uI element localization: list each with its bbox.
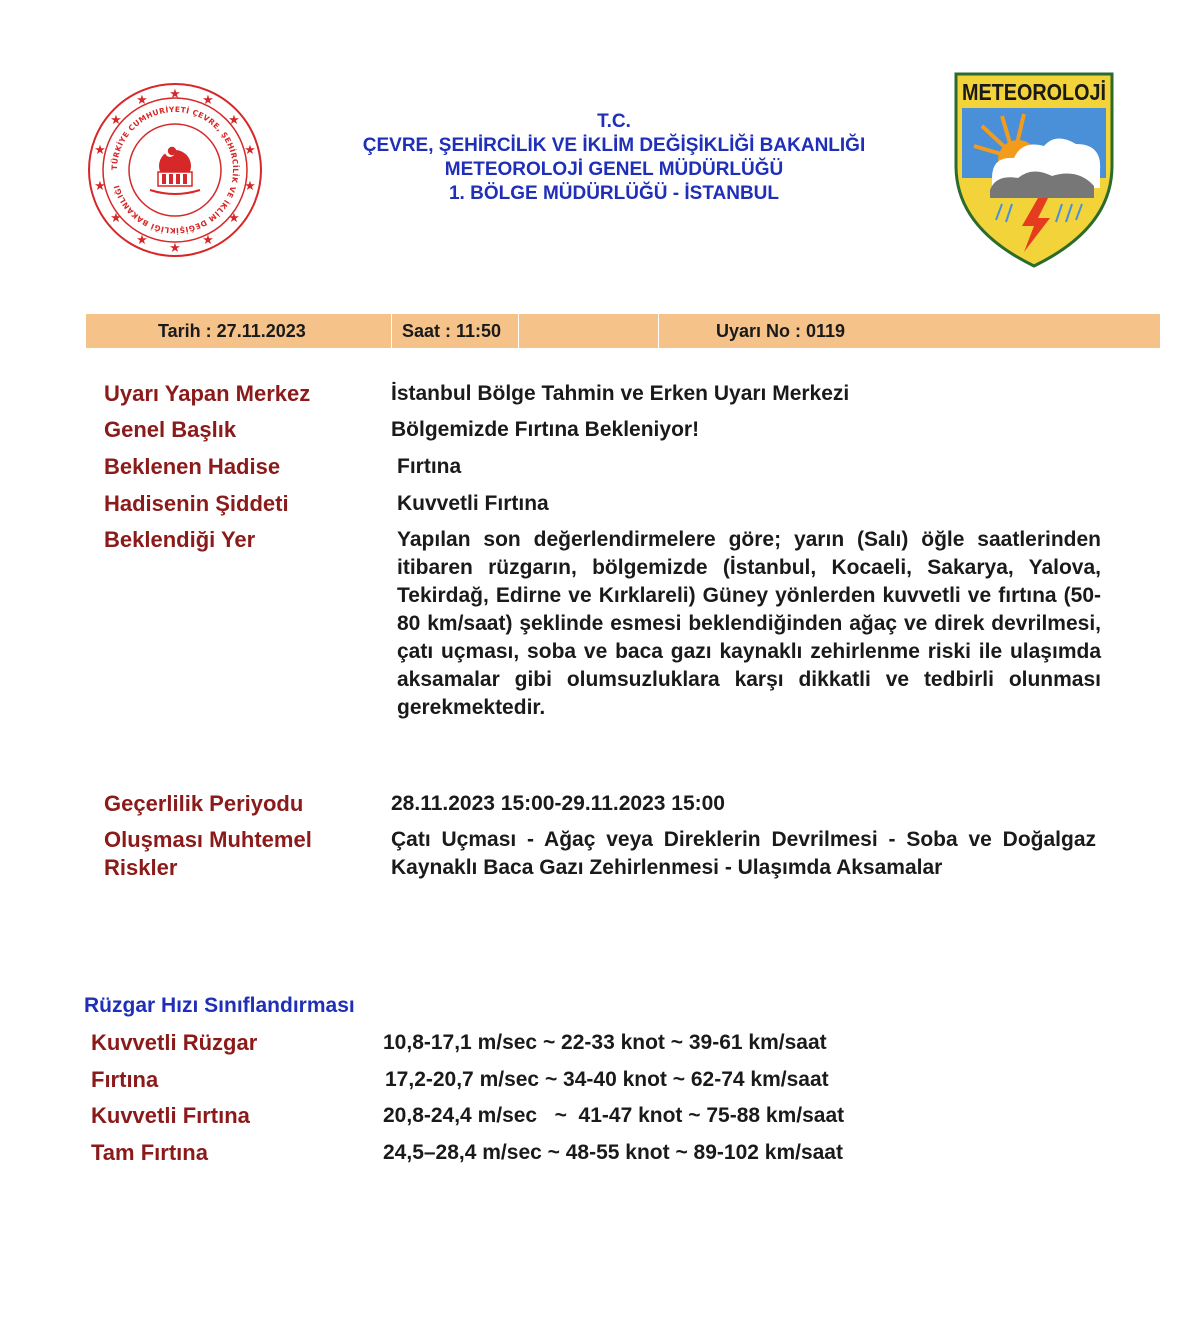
- wind-row-value: 17,2-20,7 m/sec ~ 34-40 knot ~ 62-74 km/saat: [385, 1068, 829, 1091]
- svg-text:★: ★: [228, 113, 240, 128]
- severity-label: Hadisenin Şiddeti: [104, 491, 289, 516]
- meteoroloji-logo: [952, 70, 1116, 270]
- title-value: Bölgemizde Fırtına Bekleniyor!: [391, 418, 700, 441]
- wind-row-value: 20,8-24,4 m/sec ~ 41-47 knot ~ 75-88 km/saat: [383, 1104, 845, 1127]
- wind-row-label: Kuvvetli Rüzgar: [91, 1030, 258, 1055]
- svg-text:★: ★: [244, 143, 256, 158]
- info-bar: [86, 314, 1160, 348]
- severity-value: Kuvvetli Fırtına: [397, 492, 549, 515]
- center-label: Uyarı Yapan Merkez: [104, 381, 311, 406]
- risks-value: Çatı Uçması - Ağaç veya Direklerin Devrilmesi - Soba ve Doğalgaz Kaynaklı Baca Gazı Zehirlenmesi - Ulaşımda Aksamalar: [391, 828, 1096, 879]
- wind-row-label: Kuvvetli Fırtına: [91, 1103, 250, 1128]
- place-value: Yapılan son değerlendirmelere göre; yarın (Salı) öğle saatlerinden itibaren rüzgarın, bölgemizde (İstanbul, Kocaeli, Sakarya, Yalova, Tekirdağ, Edirne ve Kırklareli) Güney yönlerden kuvvetli ve fırtına (50-80 km/saat) şeklinde esmesi beklendiğinden ağaç ve direk devrilmesi, çatı uçması, soba ve baca gazı kaynaklı zehirlenme riski ile ulaşımda aksamalar gibi olumsuzluklara karşı dikkatli ve tedbirli olunması gerekmektedir.: [397, 528, 1101, 719]
- header-line-tc: T.C.: [597, 111, 631, 132]
- info-bar-divider: [518, 314, 519, 348]
- header-line-directorate: METEOROLOJİ GENEL MÜDÜRLÜĞÜ: [444, 159, 784, 180]
- event-label: Beklenen Hadise: [104, 454, 281, 479]
- ministry-seal: [84, 82, 266, 258]
- risks-label-line2: Riskler: [104, 855, 178, 880]
- risks-label: [104, 826, 312, 882]
- warning-date: Tarih : 27.11.2023: [158, 321, 306, 341]
- svg-text:★: ★: [110, 113, 122, 128]
- svg-text:★: ★: [228, 211, 240, 226]
- validity-label: Geçerlilik Periyodu: [104, 791, 304, 816]
- svg-text:★: ★: [94, 179, 106, 194]
- svg-text:★: ★: [169, 241, 181, 256]
- svg-text:★: ★: [169, 87, 181, 102]
- logo-text: METEOROLOJİ: [962, 79, 1106, 105]
- wind-section-title: Rüzgar Hızı Sınıflandırması: [84, 994, 355, 1017]
- event-value: Fırtına: [397, 455, 462, 478]
- svg-text:★: ★: [202, 233, 214, 248]
- wind-row-label: Fırtına: [91, 1067, 159, 1092]
- header-line-ministry: ÇEVRE, ŞEHİRCİLİK VE İKLİM DEĞİŞİKLİĞİ BAKANLIĞI: [362, 135, 866, 156]
- header: [300, 110, 928, 206]
- center-value: İstanbul Bölge Tahmin ve Erken Uyarı Merkezi: [391, 382, 850, 405]
- svg-text:★: ★: [136, 93, 148, 108]
- header-line-region: 1. BÖLGE MÜDÜRLÜĞÜ - İSTANBUL: [448, 183, 780, 204]
- title-label: Genel Başlık: [104, 417, 237, 442]
- seal-ring-text: TÜRKİYE CUMHURİYETİ ÇEVRE, ŞEHİRCİLİK VE İKLİM DEĞİŞİKLİĞİ BAKANLIĞI: [109, 104, 241, 236]
- meteoroloji-shield-icon: [952, 70, 1116, 270]
- info-bar-divider: [658, 314, 659, 348]
- validity-value: 28.11.2023 15:00-29.11.2023 15:00: [391, 792, 725, 815]
- place-label: Beklendiği Yer: [104, 527, 256, 552]
- risks-label-line1: Oluşması Muhtemel: [104, 827, 312, 852]
- wind-row-label: Tam Fırtına: [91, 1140, 208, 1165]
- svg-text:★: ★: [94, 143, 106, 158]
- wind-row-value: 24,5–28,4 m/sec ~ 48-55 knot ~ 89-102 km/saat: [383, 1141, 843, 1164]
- svg-text:★: ★: [244, 179, 256, 194]
- svg-text:★: ★: [110, 211, 122, 226]
- ministry-seal-icon: [84, 82, 266, 258]
- warning-time: Saat : 11:50: [402, 321, 502, 341]
- svg-text:★: ★: [202, 93, 214, 108]
- svg-text:★: ★: [136, 233, 148, 248]
- info-bar-divider: [391, 314, 392, 348]
- warning-number: Uyarı No : 0119: [716, 321, 846, 341]
- wind-row-value: 10,8-17,1 m/sec ~ 22-33 knot ~ 39-61 km/saat: [383, 1031, 827, 1054]
